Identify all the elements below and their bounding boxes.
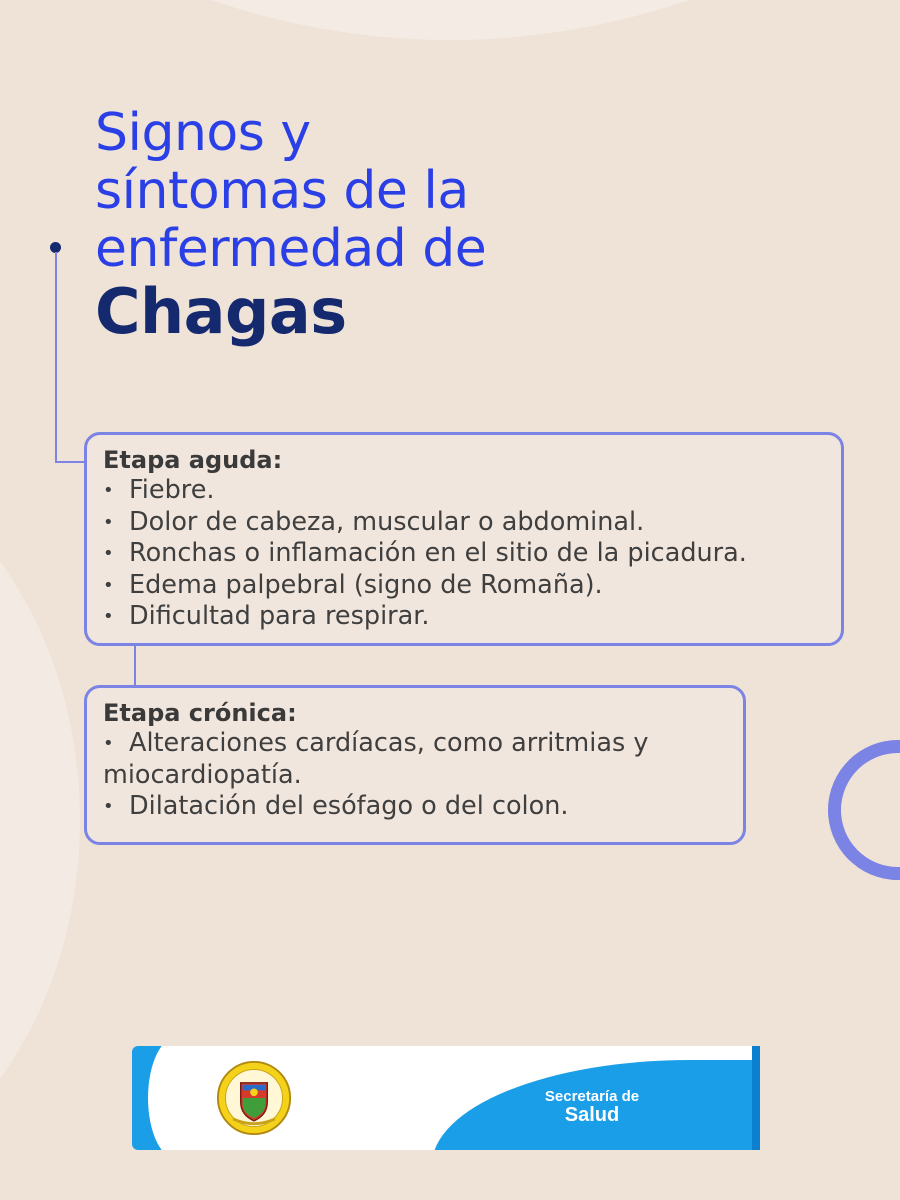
list-item xyxy=(103,570,827,602)
list-item xyxy=(103,538,827,570)
chronic-stage-card xyxy=(84,685,746,845)
title-line-3: enfermedad de xyxy=(95,219,487,279)
chronic-stage-heading: Etapa crónica: xyxy=(103,699,297,727)
acute-symptom-list xyxy=(103,475,827,633)
chronic-symptom-list xyxy=(103,728,729,823)
footer-edge xyxy=(752,1046,760,1150)
acute-stage-heading: Etapa aguda: xyxy=(103,446,283,474)
timeline-connector-branch xyxy=(55,461,87,463)
bullet-icon: • xyxy=(103,574,114,596)
footer-stripe xyxy=(132,1046,168,1150)
background-arc-left xyxy=(0,440,80,1200)
list-item xyxy=(103,475,827,507)
acute-symptom-text: Dolor de cabeza, muscular o abdominal. xyxy=(129,506,645,537)
title-emphasis: Chagas xyxy=(95,275,347,348)
decorative-ring-icon xyxy=(799,711,900,908)
list-item xyxy=(103,601,827,633)
title-line-1: Signos y xyxy=(95,103,311,163)
footer-banner xyxy=(132,1046,760,1150)
bullet-icon: • xyxy=(103,733,114,754)
acute-symptom-text: Edema palpebral (signo de Romaña). xyxy=(129,569,603,600)
bullet-icon: • xyxy=(103,796,114,817)
acute-symptom-text: Fiebre. xyxy=(129,475,215,505)
bullet-icon: • xyxy=(103,480,114,501)
page-title xyxy=(95,103,487,348)
list-item xyxy=(103,791,729,823)
secretaria-salud-logo xyxy=(512,1088,672,1126)
acute-stage-card xyxy=(84,432,844,646)
org-name-line-2: Salud xyxy=(564,1104,620,1126)
title-line-2: síntomas de la xyxy=(95,161,469,221)
chronic-symptom-text: Alteraciones cardíacas, como arritmias y miocardiopatía. xyxy=(103,728,649,790)
department-coat-of-arms-icon xyxy=(216,1060,292,1136)
list-item xyxy=(103,728,729,791)
org-name-line-1: Secretaría de xyxy=(544,1088,640,1105)
acute-symptom-text: Ronchas o inflamación en el sitio de la picadura. xyxy=(129,538,747,568)
chronic-symptom-text: Dilatación del esófago o del colon. xyxy=(129,791,569,821)
bullet-icon: • xyxy=(103,511,114,533)
list-item xyxy=(103,507,827,539)
background-arc-top xyxy=(0,0,900,40)
bullet-icon: • xyxy=(103,606,114,627)
bullet-icon: • xyxy=(103,543,114,564)
card-connector xyxy=(134,645,136,687)
timeline-connector xyxy=(55,252,57,462)
acute-symptom-text: Dificultad para respirar. xyxy=(129,601,430,631)
